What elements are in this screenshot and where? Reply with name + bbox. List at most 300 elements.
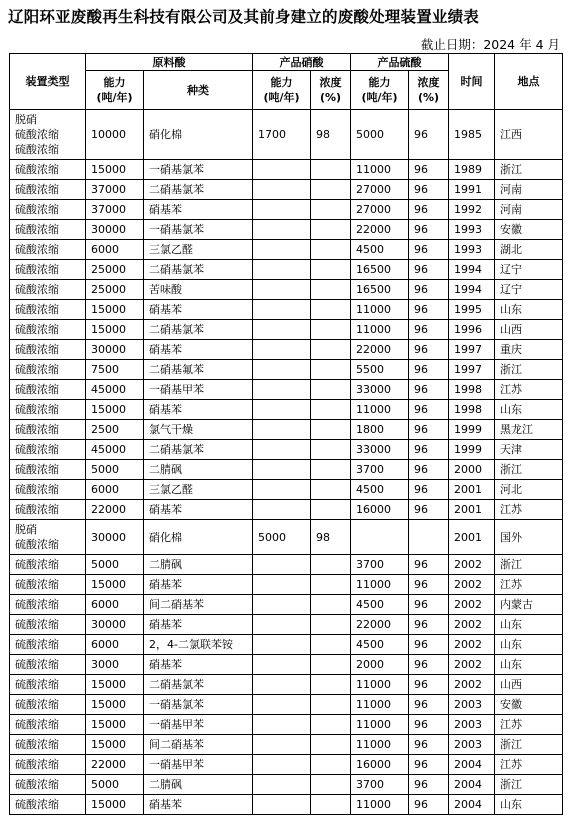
cell-device-type: 硫酸浓缩 bbox=[10, 460, 86, 480]
cell-raw-kind: 硝基苯 bbox=[144, 340, 253, 360]
table-row bbox=[10, 180, 563, 200]
table-row bbox=[10, 695, 563, 715]
table-row bbox=[10, 440, 563, 460]
cell-year: 2002 bbox=[449, 615, 495, 635]
cell-device-type: 硫酸浓缩 bbox=[10, 695, 86, 715]
cell-sulfuric-conc: 96 bbox=[409, 220, 449, 240]
cell-nitric-capacity bbox=[253, 220, 311, 240]
cell-sulfuric-capacity: 22000 bbox=[351, 340, 409, 360]
cell-raw-kind: 硝基苯 bbox=[144, 615, 253, 635]
cell-sulfuric-conc: 96 bbox=[409, 695, 449, 715]
cell-device-type: 硫酸浓缩 bbox=[10, 675, 86, 695]
cell-raw-capacity: 3000 bbox=[86, 655, 144, 675]
cell-nitric-capacity bbox=[253, 755, 311, 775]
cell-raw-capacity: 25000 bbox=[86, 260, 144, 280]
cell-nitric-conc bbox=[311, 575, 351, 595]
cell-nitric-conc bbox=[311, 340, 351, 360]
cell-nitric-conc bbox=[311, 500, 351, 520]
cell-nitric-capacity: 1700 bbox=[253, 110, 311, 160]
cell-raw-kind: 间二硝基苯 bbox=[144, 735, 253, 755]
cell-location: 山东 bbox=[495, 795, 563, 815]
cell-raw-capacity: 15000 bbox=[86, 320, 144, 340]
cell-nitric-conc bbox=[311, 360, 351, 380]
table-row bbox=[10, 480, 563, 500]
cell-device-type: 脱硝 硫酸浓缩 硫酸浓缩 bbox=[10, 110, 86, 160]
table-row bbox=[10, 735, 563, 755]
cell-nitric-conc: 98 bbox=[311, 110, 351, 160]
cell-sulfuric-conc: 96 bbox=[409, 575, 449, 595]
cell-raw-kind: 一硝基甲苯 bbox=[144, 715, 253, 735]
cell-location: 安徽 bbox=[495, 695, 563, 715]
cell-nitric-conc bbox=[311, 715, 351, 735]
header-time: 时间 bbox=[449, 54, 495, 110]
cell-location: 浙江 bbox=[495, 775, 563, 795]
cell-raw-kind: 二硝基氯苯 bbox=[144, 675, 253, 695]
cell-raw-kind: 硝基苯 bbox=[144, 200, 253, 220]
cell-year: 1993 bbox=[449, 240, 495, 260]
cell-sulfuric-conc: 96 bbox=[409, 735, 449, 755]
cell-year: 1993 bbox=[449, 220, 495, 240]
cell-raw-kind: 二硝基氯苯 bbox=[144, 180, 253, 200]
cell-raw-kind: 三氯乙醛 bbox=[144, 240, 253, 260]
cell-device-type: 硫酸浓缩 bbox=[10, 400, 86, 420]
cell-nitric-capacity bbox=[253, 735, 311, 755]
cell-sulfuric-conc: 96 bbox=[409, 240, 449, 260]
cell-nitric-capacity bbox=[253, 595, 311, 615]
cell-nitric-capacity bbox=[253, 360, 311, 380]
cell-raw-capacity: 37000 bbox=[86, 180, 144, 200]
cell-device-type: 硫酸浓缩 bbox=[10, 440, 86, 460]
cell-nitric-capacity bbox=[253, 555, 311, 575]
cell-sulfuric-capacity: 11000 bbox=[351, 695, 409, 715]
cell-sulfuric-conc: 96 bbox=[409, 675, 449, 695]
header-raw-acid: 原料酸 bbox=[86, 54, 253, 71]
performance-table bbox=[9, 53, 563, 815]
table-row bbox=[10, 200, 563, 220]
cell-location: 湖北 bbox=[495, 240, 563, 260]
cell-nitric-capacity bbox=[253, 280, 311, 300]
cell-location: 山西 bbox=[495, 675, 563, 695]
cell-sulfuric-conc: 96 bbox=[409, 555, 449, 575]
cell-nitric-conc bbox=[311, 480, 351, 500]
cell-device-type: 硫酸浓缩 bbox=[10, 240, 86, 260]
table-row bbox=[10, 360, 563, 380]
table-row bbox=[10, 400, 563, 420]
table-row bbox=[10, 240, 563, 260]
cell-sulfuric-capacity: 2000 bbox=[351, 655, 409, 675]
cell-nitric-capacity bbox=[253, 715, 311, 735]
table-row bbox=[10, 300, 563, 320]
cell-nitric-conc bbox=[311, 635, 351, 655]
cell-raw-capacity: 30000 bbox=[86, 520, 144, 555]
cell-raw-kind: 三氯乙醛 bbox=[144, 480, 253, 500]
cell-nitric-conc: 98 bbox=[311, 520, 351, 555]
table-row bbox=[10, 420, 563, 440]
cell-sulfuric-capacity bbox=[351, 520, 409, 555]
cell-nitric-conc bbox=[311, 280, 351, 300]
cell-raw-kind: 一硝基甲苯 bbox=[144, 755, 253, 775]
cell-nitric-capacity bbox=[253, 200, 311, 220]
cell-sulfuric-capacity: 22000 bbox=[351, 615, 409, 635]
cell-location: 山东 bbox=[495, 635, 563, 655]
cell-raw-capacity: 15000 bbox=[86, 400, 144, 420]
cell-sulfuric-conc: 96 bbox=[409, 755, 449, 775]
cell-raw-capacity: 37000 bbox=[86, 200, 144, 220]
cell-nitric-capacity: 5000 bbox=[253, 520, 311, 555]
cell-device-type: 硫酸浓缩 bbox=[10, 615, 86, 635]
cell-raw-capacity: 2500 bbox=[86, 420, 144, 440]
cell-year: 1996 bbox=[449, 320, 495, 340]
cell-raw-kind: 二腈砜 bbox=[144, 460, 253, 480]
cell-location: 山东 bbox=[495, 615, 563, 635]
cell-location: 辽宁 bbox=[495, 280, 563, 300]
cell-sulfuric-conc: 96 bbox=[409, 340, 449, 360]
cell-nitric-conc bbox=[311, 300, 351, 320]
cell-location: 河南 bbox=[495, 200, 563, 220]
cell-sulfuric-capacity: 33000 bbox=[351, 380, 409, 400]
cell-sulfuric-conc: 96 bbox=[409, 320, 449, 340]
cell-location: 内蒙古 bbox=[495, 595, 563, 615]
cell-sulfuric-capacity: 27000 bbox=[351, 200, 409, 220]
cell-year: 2003 bbox=[449, 715, 495, 735]
cell-raw-kind: 二硝基氯苯 bbox=[144, 260, 253, 280]
cell-year: 1999 bbox=[449, 420, 495, 440]
cell-sulfuric-conc: 96 bbox=[409, 280, 449, 300]
cell-raw-capacity: 15000 bbox=[86, 160, 144, 180]
header-nitric-conc: 浓度 (%) bbox=[311, 71, 351, 110]
cell-nitric-capacity bbox=[253, 615, 311, 635]
cell-raw-kind: 硝化棉 bbox=[144, 520, 253, 555]
cell-nitric-capacity bbox=[253, 180, 311, 200]
cell-raw-kind: 一硝基氯苯 bbox=[144, 160, 253, 180]
cell-device-type: 硫酸浓缩 bbox=[10, 280, 86, 300]
cell-location: 江苏 bbox=[495, 755, 563, 775]
cell-nitric-capacity bbox=[253, 635, 311, 655]
cell-sulfuric-conc: 96 bbox=[409, 500, 449, 520]
cell-device-type: 硫酸浓缩 bbox=[10, 775, 86, 795]
cell-sulfuric-capacity: 11000 bbox=[351, 715, 409, 735]
cell-year: 1999 bbox=[449, 440, 495, 460]
cell-nitric-conc bbox=[311, 220, 351, 240]
cell-raw-capacity: 5000 bbox=[86, 460, 144, 480]
cell-location: 河北 bbox=[495, 480, 563, 500]
cell-nitric-conc bbox=[311, 240, 351, 260]
cell-location: 天津 bbox=[495, 440, 563, 460]
as-of-date: 截止日期：2024 年 4 月 bbox=[420, 37, 560, 52]
cell-raw-capacity: 30000 bbox=[86, 615, 144, 635]
cell-sulfuric-capacity: 11000 bbox=[351, 675, 409, 695]
table-row bbox=[10, 500, 563, 520]
cell-device-type: 硫酸浓缩 bbox=[10, 180, 86, 200]
cell-device-type: 硫酸浓缩 bbox=[10, 220, 86, 240]
cell-sulfuric-conc: 96 bbox=[409, 715, 449, 735]
cell-year: 2003 bbox=[449, 695, 495, 715]
cell-device-type: 硫酸浓缩 bbox=[10, 380, 86, 400]
cell-nitric-capacity bbox=[253, 575, 311, 595]
cell-year: 1998 bbox=[449, 400, 495, 420]
cell-sulfuric-conc: 96 bbox=[409, 380, 449, 400]
cell-nitric-conc bbox=[311, 200, 351, 220]
cell-sulfuric-capacity: 3700 bbox=[351, 460, 409, 480]
cell-raw-kind: 硝基苯 bbox=[144, 655, 253, 675]
header-sulfuric-capacity: 能力 (吨/年) bbox=[351, 71, 409, 110]
cell-nitric-conc bbox=[311, 440, 351, 460]
cell-raw-capacity: 45000 bbox=[86, 440, 144, 460]
header-device-type: 装置类型 bbox=[10, 54, 86, 110]
cell-device-type: 硫酸浓缩 bbox=[10, 595, 86, 615]
cell-device-type: 硫酸浓缩 bbox=[10, 320, 86, 340]
cell-location: 国外 bbox=[495, 520, 563, 555]
cell-sulfuric-capacity: 5000 bbox=[351, 110, 409, 160]
cell-nitric-capacity bbox=[253, 240, 311, 260]
cell-raw-capacity: 30000 bbox=[86, 340, 144, 360]
cell-device-type: 硫酸浓缩 bbox=[10, 260, 86, 280]
cell-nitric-capacity bbox=[253, 775, 311, 795]
cell-raw-capacity: 30000 bbox=[86, 220, 144, 240]
cell-nitric-conc bbox=[311, 460, 351, 480]
cell-raw-capacity: 22000 bbox=[86, 755, 144, 775]
cell-year: 2002 bbox=[449, 595, 495, 615]
cell-device-type: 硫酸浓缩 bbox=[10, 200, 86, 220]
cell-device-type: 硫酸浓缩 bbox=[10, 575, 86, 595]
cell-nitric-capacity bbox=[253, 695, 311, 715]
cell-year: 1997 bbox=[449, 360, 495, 380]
cell-sulfuric-conc: 96 bbox=[409, 110, 449, 160]
table-row bbox=[10, 715, 563, 735]
cell-year: 2000 bbox=[449, 460, 495, 480]
table-row bbox=[10, 775, 563, 795]
cell-sulfuric-conc: 96 bbox=[409, 595, 449, 615]
cell-raw-capacity: 15000 bbox=[86, 300, 144, 320]
cell-raw-capacity: 10000 bbox=[86, 110, 144, 160]
cell-nitric-conc bbox=[311, 695, 351, 715]
cell-sulfuric-conc: 96 bbox=[409, 180, 449, 200]
cell-location: 浙江 bbox=[495, 160, 563, 180]
cell-nitric-capacity bbox=[253, 400, 311, 420]
cell-nitric-conc bbox=[311, 775, 351, 795]
cell-year: 2002 bbox=[449, 655, 495, 675]
cell-year: 2001 bbox=[449, 520, 495, 555]
cell-raw-kind: 氯气干燥 bbox=[144, 420, 253, 440]
table-row bbox=[10, 575, 563, 595]
cell-sulfuric-conc: 96 bbox=[409, 420, 449, 440]
cell-sulfuric-capacity: 11000 bbox=[351, 300, 409, 320]
cell-sulfuric-conc: 96 bbox=[409, 200, 449, 220]
header-raw-capacity: 能力 (吨/年) bbox=[86, 71, 144, 110]
cell-sulfuric-capacity: 11000 bbox=[351, 320, 409, 340]
cell-location: 山东 bbox=[495, 400, 563, 420]
cell-raw-kind: 硝基苯 bbox=[144, 500, 253, 520]
cell-location: 浙江 bbox=[495, 460, 563, 480]
cell-sulfuric-capacity: 11000 bbox=[351, 735, 409, 755]
cell-device-type: 硫酸浓缩 bbox=[10, 360, 86, 380]
cell-location: 江苏 bbox=[495, 575, 563, 595]
cell-nitric-conc bbox=[311, 260, 351, 280]
cell-location: 江苏 bbox=[495, 380, 563, 400]
cell-year: 2004 bbox=[449, 755, 495, 775]
cell-nitric-conc bbox=[311, 655, 351, 675]
cell-raw-capacity: 22000 bbox=[86, 500, 144, 520]
cell-sulfuric-capacity: 4500 bbox=[351, 240, 409, 260]
cell-nitric-conc bbox=[311, 795, 351, 815]
cell-year: 2004 bbox=[449, 775, 495, 795]
cell-year: 2003 bbox=[449, 735, 495, 755]
cell-device-type: 硫酸浓缩 bbox=[10, 655, 86, 675]
cell-location: 山西 bbox=[495, 320, 563, 340]
header-product-nitric: 产品硝酸 bbox=[253, 54, 351, 71]
cell-device-type: 硫酸浓缩 bbox=[10, 160, 86, 180]
cell-sulfuric-conc: 96 bbox=[409, 260, 449, 280]
cell-raw-capacity: 7500 bbox=[86, 360, 144, 380]
cell-raw-kind: 间二硝基苯 bbox=[144, 595, 253, 615]
cell-year: 2004 bbox=[449, 795, 495, 815]
cell-year: 1998 bbox=[449, 380, 495, 400]
cell-nitric-conc bbox=[311, 615, 351, 635]
cell-nitric-capacity bbox=[253, 260, 311, 280]
cell-raw-kind: 二硝基氯苯 bbox=[144, 440, 253, 460]
cell-nitric-capacity bbox=[253, 420, 311, 440]
page-title: 辽阳环亚废酸再生科技有限公司及其前身建立的废酸处理装置业绩表 bbox=[8, 8, 480, 26]
cell-year: 1994 bbox=[449, 280, 495, 300]
cell-raw-kind: 二腈砜 bbox=[144, 775, 253, 795]
cell-sulfuric-capacity: 22000 bbox=[351, 220, 409, 240]
cell-raw-capacity: 6000 bbox=[86, 595, 144, 615]
cell-raw-kind: 一硝基氯苯 bbox=[144, 695, 253, 715]
table-row bbox=[10, 615, 563, 635]
cell-year: 2002 bbox=[449, 635, 495, 655]
cell-raw-kind: 硝化棉 bbox=[144, 110, 253, 160]
table-row bbox=[10, 260, 563, 280]
cell-year: 1995 bbox=[449, 300, 495, 320]
cell-device-type: 硫酸浓缩 bbox=[10, 300, 86, 320]
cell-nitric-conc bbox=[311, 755, 351, 775]
cell-nitric-conc bbox=[311, 400, 351, 420]
cell-nitric-conc bbox=[311, 320, 351, 340]
table-row bbox=[10, 675, 563, 695]
cell-sulfuric-capacity: 16500 bbox=[351, 280, 409, 300]
cell-sulfuric-capacity: 11000 bbox=[351, 160, 409, 180]
cell-raw-capacity: 45000 bbox=[86, 380, 144, 400]
cell-raw-kind: 二硝基氟苯 bbox=[144, 360, 253, 380]
table-row bbox=[10, 555, 563, 575]
cell-raw-capacity: 15000 bbox=[86, 675, 144, 695]
cell-device-type: 硫酸浓缩 bbox=[10, 755, 86, 775]
cell-location: 山东 bbox=[495, 655, 563, 675]
header-nitric-capacity: 能力 (吨/年) bbox=[253, 71, 311, 110]
cell-sulfuric-capacity: 4500 bbox=[351, 480, 409, 500]
cell-nitric-capacity bbox=[253, 320, 311, 340]
cell-location: 浙江 bbox=[495, 360, 563, 380]
cell-nitric-capacity bbox=[253, 500, 311, 520]
table-row bbox=[10, 460, 563, 480]
header-location: 地点 bbox=[495, 54, 563, 110]
cell-nitric-conc bbox=[311, 555, 351, 575]
cell-raw-kind: 硝基苯 bbox=[144, 400, 253, 420]
cell-raw-capacity: 6000 bbox=[86, 635, 144, 655]
cell-device-type: 硫酸浓缩 bbox=[10, 635, 86, 655]
cell-location: 浙江 bbox=[495, 555, 563, 575]
table-row bbox=[10, 595, 563, 615]
table-row bbox=[10, 320, 563, 340]
cell-device-type: 硫酸浓缩 bbox=[10, 795, 86, 815]
cell-year: 1989 bbox=[449, 160, 495, 180]
cell-year: 1992 bbox=[449, 200, 495, 220]
table-row bbox=[10, 110, 563, 160]
cell-sulfuric-capacity: 4500 bbox=[351, 595, 409, 615]
table-row bbox=[10, 160, 563, 180]
table-row bbox=[10, 520, 563, 555]
table-row bbox=[10, 340, 563, 360]
table-body bbox=[10, 110, 563, 815]
cell-sulfuric-conc: 96 bbox=[409, 615, 449, 635]
cell-device-type: 硫酸浓缩 bbox=[10, 420, 86, 440]
cell-year: 2001 bbox=[449, 480, 495, 500]
cell-device-type: 硫酸浓缩 bbox=[10, 715, 86, 735]
cell-sulfuric-capacity: 11000 bbox=[351, 795, 409, 815]
cell-nitric-capacity bbox=[253, 795, 311, 815]
cell-sulfuric-conc bbox=[409, 520, 449, 555]
cell-sulfuric-capacity: 11000 bbox=[351, 400, 409, 420]
table-row bbox=[10, 280, 563, 300]
header-product-sulfuric: 产品硫酸 bbox=[351, 54, 449, 71]
cell-nitric-conc bbox=[311, 160, 351, 180]
cell-location: 辽宁 bbox=[495, 260, 563, 280]
cell-nitric-conc bbox=[311, 595, 351, 615]
cell-device-type: 硫酸浓缩 bbox=[10, 340, 86, 360]
cell-device-type: 脱硝 硫酸浓缩 bbox=[10, 520, 86, 555]
cell-nitric-capacity bbox=[253, 480, 311, 500]
cell-nitric-conc bbox=[311, 675, 351, 695]
cell-year: 2002 bbox=[449, 675, 495, 695]
table-row bbox=[10, 220, 563, 240]
cell-raw-capacity: 15000 bbox=[86, 575, 144, 595]
cell-sulfuric-conc: 96 bbox=[409, 635, 449, 655]
cell-device-type: 硫酸浓缩 bbox=[10, 555, 86, 575]
cell-nitric-capacity bbox=[253, 440, 311, 460]
cell-raw-capacity: 5000 bbox=[86, 775, 144, 795]
cell-location: 山东 bbox=[495, 300, 563, 320]
cell-location: 河南 bbox=[495, 180, 563, 200]
cell-raw-kind: 二腈砜 bbox=[144, 555, 253, 575]
cell-sulfuric-capacity: 11000 bbox=[351, 575, 409, 595]
cell-year: 1997 bbox=[449, 340, 495, 360]
cell-raw-kind: 硝基苯 bbox=[144, 575, 253, 595]
cell-sulfuric-conc: 96 bbox=[409, 360, 449, 380]
table-row bbox=[10, 655, 563, 675]
cell-location: 江苏 bbox=[495, 500, 563, 520]
cell-location: 江苏 bbox=[495, 715, 563, 735]
cell-location: 黑龙江 bbox=[495, 420, 563, 440]
cell-raw-capacity: 5000 bbox=[86, 555, 144, 575]
cell-raw-kind: 一硝基甲苯 bbox=[144, 380, 253, 400]
cell-sulfuric-capacity: 27000 bbox=[351, 180, 409, 200]
cell-sulfuric-conc: 96 bbox=[409, 160, 449, 180]
cell-nitric-capacity bbox=[253, 655, 311, 675]
cell-sulfuric-capacity: 16000 bbox=[351, 755, 409, 775]
cell-raw-capacity: 6000 bbox=[86, 480, 144, 500]
cell-year: 1991 bbox=[449, 180, 495, 200]
cell-nitric-capacity bbox=[253, 160, 311, 180]
header-raw-kind: 种类 bbox=[144, 71, 253, 110]
cell-sulfuric-capacity: 3700 bbox=[351, 555, 409, 575]
cell-sulfuric-conc: 96 bbox=[409, 480, 449, 500]
table-row bbox=[10, 635, 563, 655]
cell-raw-capacity: 15000 bbox=[86, 795, 144, 815]
cell-year: 1985 bbox=[449, 110, 495, 160]
header-sulfuric-conc: 浓度 (%) bbox=[409, 71, 449, 110]
cell-sulfuric-conc: 96 bbox=[409, 460, 449, 480]
cell-nitric-capacity bbox=[253, 460, 311, 480]
